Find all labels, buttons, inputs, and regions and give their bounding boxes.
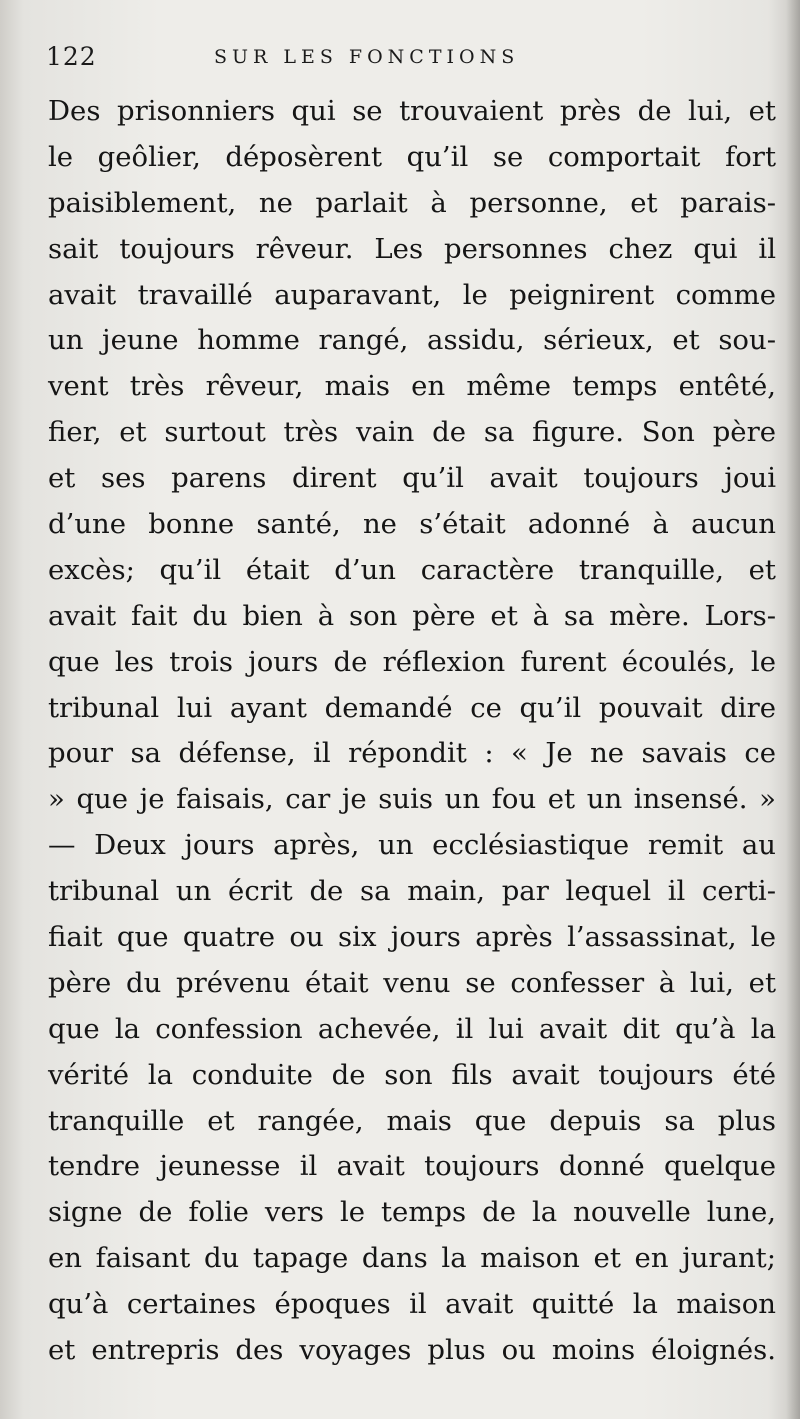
text-line: avait travaillé auparavant, le peignirent comme xyxy=(48,278,776,311)
text-line: » que je faisais, car je suis un fou et un insensé. » xyxy=(48,783,776,816)
text-line: le geôlier, déposèrent qu’il se comportait fort xyxy=(48,140,776,173)
text-line: — Deux jours après, un ecclésiastique remit au xyxy=(48,829,776,862)
text-line: avait fait du bien à son père et à sa mère. Lors- xyxy=(48,599,776,632)
text-line: que les trois jours de réflexion furent écoulés, le xyxy=(48,645,776,678)
text-line: pour sa défense, il répondit : « Je ne savais ce xyxy=(48,737,776,770)
page-number: 122 xyxy=(46,42,97,71)
body-text xyxy=(48,89,776,1374)
text-line: fiait que quatre ou six jours après l’assassinat, le xyxy=(48,921,776,954)
text-line: Des prisonniers qui se trouvaient près de lui, et xyxy=(48,95,776,127)
text-line: et ses parens dirent qu’il avait toujours joui xyxy=(48,462,776,495)
text-line: sait toujours rêveur. Les personnes chez qui il xyxy=(48,232,776,265)
text-line: que la confession achevée, il lui avait dit qu’à la xyxy=(48,1012,776,1045)
text-line: d’une bonne santé, ne s’était adonné à aucun xyxy=(48,508,776,541)
text-line: qu’à certaines époques il avait quitté la maison xyxy=(48,1288,776,1321)
text-line: et entrepris des voyages plus ou moins éloignés. xyxy=(48,1334,776,1367)
text-line: excès; qu’il était d’un caractère tranquille, et xyxy=(48,553,776,586)
text-line: fier, et surtout très vain de sa figure. Son père xyxy=(48,416,776,449)
page-header xyxy=(46,42,586,76)
text-line: paisiblement, ne parlait à personne, et parais- xyxy=(48,186,776,219)
text-line: tribunal un écrit de sa main, par lequel il certi- xyxy=(48,875,776,908)
text-line: tendre jeunesse il avait toujours donné quelque xyxy=(48,1150,776,1183)
text-line: père du prévenu était venu se confesser à lui, et xyxy=(48,966,776,999)
text-line: vérité la conduite de son fils avait toujours été xyxy=(48,1058,776,1091)
text-line: tranquille et rangée, mais que depuis sa plus xyxy=(48,1104,776,1137)
text-line: vent très rêveur, mais en même temps entêté, xyxy=(48,370,776,403)
running-head: SUR LES FONCTIONS xyxy=(214,46,520,68)
text-line: en faisant du tapage dans la maison et en jurant; xyxy=(48,1242,776,1275)
text-line: un jeune homme rangé, assidu, sérieux, et sou- xyxy=(48,324,776,357)
page-edge-shadow xyxy=(786,0,800,1419)
text-line: tribunal lui ayant demandé ce qu’il pouvait dire xyxy=(48,691,776,724)
text-line: signe de folie vers le temps de la nouvelle lune, xyxy=(48,1196,776,1229)
